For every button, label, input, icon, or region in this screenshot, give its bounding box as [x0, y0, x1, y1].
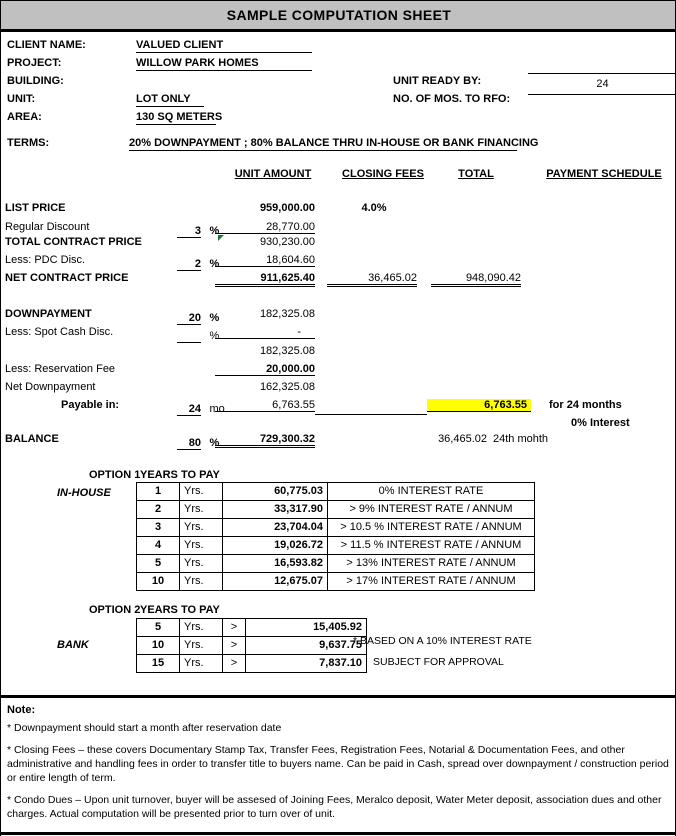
- table-row[interactable]: [137, 573, 535, 591]
- downpayment-pct: 20: [177, 312, 201, 325]
- option2-amount: 15,405.92: [246, 619, 367, 637]
- mos-to-rfo-value: 24: [596, 78, 609, 90]
- payment-schedule-note-interest: 0% Interest: [571, 417, 630, 429]
- option1-years-to-pay-header: YEARS TO PAY: [140, 469, 220, 481]
- payment-schedule-note-months: for 24 months: [549, 399, 622, 411]
- list-price-closing-fee-pct: 4.0%: [361, 202, 387, 214]
- option2-unit: Yrs.: [180, 655, 223, 673]
- option1-amount: 19,026.72: [223, 537, 328, 555]
- downpayment-subtotal-amount: 182,325.08: [259, 345, 315, 357]
- payable-in-unit: mo: [209, 403, 225, 415]
- option2-note-approval: SUBJECT FOR APPROVAL: [373, 656, 504, 668]
- option1-table: [136, 482, 535, 591]
- balance-pct: 80: [177, 437, 201, 450]
- spot-cash-discount-label: Less: Spot Cash Disc.: [5, 326, 114, 338]
- option1-rate: 0% INTEREST RATE: [328, 483, 535, 501]
- note-item: * Condo Dues – Upon unit turnover, buyer will be assesed of Joining Fees, Meralco deposit, Water Meter deposit, association dues and other charges. Actual computation will be presented prior to turn over of unit.: [7, 794, 662, 820]
- option1-rate: > 13% INTEREST RATE / ANNUM: [328, 555, 535, 573]
- unit-ready-by-label: UNIT READY BY:: [393, 75, 482, 87]
- option1-amount: 16,593.82: [223, 555, 328, 573]
- percent-symbol: %: [209, 330, 220, 342]
- unit-value[interactable]: LOT ONLY: [136, 93, 204, 107]
- option1-rate: > 9% INTEREST RATE / ANNUM: [328, 501, 535, 519]
- option2-label: OPTION 2: [89, 604, 141, 616]
- balance-closing-fees: 36,465.02: [438, 433, 487, 445]
- option1-rate: > 10.5 % INTEREST RATE / ANNUM: [328, 519, 535, 537]
- net-downpayment-label: Net Downpayment: [5, 381, 96, 393]
- table-row[interactable]: [137, 655, 367, 673]
- option1-type-label: IN-HOUSE: [57, 487, 111, 499]
- table-row[interactable]: [137, 501, 535, 519]
- terms-label: TERMS:: [7, 137, 50, 149]
- column-header-closing-fees: CLOSING FEES: [342, 168, 424, 180]
- option1-amount: 60,775.03: [223, 483, 328, 501]
- payment-schedule-amount: 6,763.55: [427, 399, 531, 412]
- net-contract-price-amount: 911,625.40: [215, 272, 315, 287]
- client-name-label: CLIENT NAME:: [7, 39, 86, 51]
- option2-note-interest-rate: * BASED ON A 10% INTEREST RATE: [353, 635, 532, 647]
- spot-cash-discount-pct: [177, 330, 201, 343]
- total-contract-price-label: TOTAL CONTRACT PRICE: [5, 236, 142, 248]
- area-value[interactable]: 130 SQ METERS: [136, 111, 223, 123]
- option2-gt-symbol: >: [223, 637, 246, 655]
- option1-unit: Yrs.: [180, 483, 223, 501]
- net-downpayment-amount: 162,325.08: [259, 381, 315, 393]
- payable-in-rule: [315, 399, 427, 415]
- regular-discount-amount: 28,770.00: [215, 221, 315, 234]
- percent-symbol: %: [209, 312, 220, 324]
- option2-unit: Yrs.: [180, 637, 223, 655]
- option1-label: OPTION 1: [89, 469, 141, 481]
- note-item: * Closing Fees – these covers Documentary Stamp Tax, Transfer Fees, Registration Fees, Notarial & Documentation Fees, and other administrative and handling fees in order to transfer title to buyers name. Can be paid in Cash, spread over downpayment / construction period or entire length of term.: [7, 744, 669, 784]
- payable-in-amount: 6,763.55: [215, 399, 315, 412]
- option1-years: 3: [137, 519, 180, 537]
- reservation-fee-label: Less: Reservation Fee: [5, 363, 116, 375]
- project-value[interactable]: WILLOW PARK HOMES: [136, 57, 312, 71]
- option1-unit: Yrs.: [180, 537, 223, 555]
- pdc-discount-pct-group[interactable]: [177, 254, 219, 272]
- balance-label: BALANCE: [5, 433, 59, 445]
- option1-rate: > 11.5 % INTEREST RATE / ANNUM: [328, 537, 535, 555]
- option2-gt-symbol: >: [223, 619, 246, 637]
- balance-pct-group[interactable]: [177, 433, 219, 451]
- table-row[interactable]: [137, 537, 535, 555]
- pdc-discount-amount: 18,604.60: [215, 254, 315, 267]
- option1-years: 5: [137, 555, 180, 573]
- notes-section: [1, 698, 676, 829]
- total-contract-price-amount: 930,230.00: [259, 236, 315, 248]
- sheet-bottom-rule: [1, 832, 676, 835]
- option2-years: 15: [137, 655, 180, 673]
- list-price-amount: 959,000.00: [259, 202, 315, 214]
- percent-symbol: %: [209, 258, 220, 270]
- table-row[interactable]: [137, 619, 367, 637]
- mos-to-rfo-label: NO. OF MOS. TO RFO:: [393, 93, 511, 105]
- option2-gt-symbol: >: [223, 655, 246, 673]
- unit-label: UNIT:: [7, 93, 36, 105]
- balance-closing-fees-note: 24th mohth: [493, 433, 549, 445]
- option2-years: 10: [137, 637, 180, 655]
- spot-cash-discount-pct-group[interactable]: [177, 326, 219, 344]
- regular-discount-pct-group[interactable]: [177, 221, 219, 239]
- column-header-total: TOTAL: [458, 168, 494, 180]
- option1-rate: > 17% INTEREST RATE / ANNUM: [328, 573, 535, 591]
- option2-unit: Yrs.: [180, 619, 223, 637]
- net-contract-price-closing-fees: 36,465.02: [327, 272, 417, 287]
- net-contract-price-total: 948,090.42: [431, 272, 521, 287]
- notes-title: Note:: [7, 704, 36, 716]
- option2-years: 5: [137, 619, 180, 637]
- reservation-fee-amount: 20,000.00: [215, 363, 315, 376]
- percent-symbol: %: [209, 225, 220, 237]
- option2-years-to-pay-header: YEARS TO PAY: [140, 604, 220, 616]
- option1-amount: 12,675.07: [223, 573, 328, 591]
- option1-years: 4: [137, 537, 180, 555]
- balance-amount: 729,300.32: [215, 433, 315, 448]
- area-label: AREA:: [7, 111, 42, 123]
- option1-years: 2: [137, 501, 180, 519]
- option1-years: 10: [137, 573, 180, 591]
- option1-unit: Yrs.: [180, 501, 223, 519]
- building-label: BUILDING:: [7, 75, 64, 87]
- note-item: * Downpayment should start a month after reservation date: [7, 722, 282, 734]
- mos-to-rfo-box[interactable]: [528, 73, 676, 95]
- spot-cash-discount-amount: -: [215, 326, 315, 339]
- regular-discount-label: Regular Discount: [5, 221, 90, 233]
- column-header-payment-schedule: PAYMENT SCHEDULE: [546, 168, 662, 180]
- option2-amount: 7,837.10: [246, 655, 367, 673]
- column-header-unit-amount: UNIT AMOUNT: [234, 168, 312, 180]
- option1-amount: 33,317.90: [223, 501, 328, 519]
- project-label: PROJECT:: [7, 57, 62, 69]
- table-row[interactable]: [137, 483, 535, 501]
- option1-amount: 23,704.04: [223, 519, 328, 537]
- option1-unit: Yrs.: [180, 519, 223, 537]
- option2-table: [136, 618, 367, 673]
- percent-symbol: %: [209, 437, 220, 449]
- sheet-title-bar: [1, 1, 676, 32]
- option2-type-label: BANK: [57, 639, 89, 651]
- downpayment-label: DOWNPAYMENT: [5, 308, 92, 320]
- list-price-label: LIST PRICE: [5, 202, 66, 214]
- option1-years: 1: [137, 483, 180, 501]
- page-title: SAMPLE COMPUTATION SHEET: [226, 7, 452, 23]
- client-name-value[interactable]: VALUED CLIENT: [136, 39, 312, 53]
- payable-in-label: Payable in:: [61, 399, 120, 411]
- regular-discount-pct: 3: [177, 225, 201, 238]
- table-row[interactable]: [137, 637, 367, 655]
- pdc-discount-label: Less: PDC Disc.: [5, 254, 86, 266]
- table-row[interactable]: [137, 555, 535, 573]
- table-row[interactable]: [137, 519, 535, 537]
- option1-unit: Yrs.: [180, 555, 223, 573]
- terms-value[interactable]: 20% DOWNPAYMENT ; 80% BALANCE THRU IN-HOUSE OR BANK FINANCING: [129, 137, 539, 149]
- payable-in-months: 24: [177, 403, 201, 416]
- downpayment-pct-group[interactable]: [177, 308, 219, 326]
- net-contract-price-label: NET CONTRACT PRICE: [5, 272, 129, 284]
- option2-amount: 9,637.75: [246, 637, 367, 655]
- option1-unit: Yrs.: [180, 573, 223, 591]
- downpayment-amount: 182,325.08: [259, 308, 315, 320]
- pdc-discount-pct: 2: [177, 258, 201, 271]
- building-value[interactable]: [136, 75, 312, 76]
